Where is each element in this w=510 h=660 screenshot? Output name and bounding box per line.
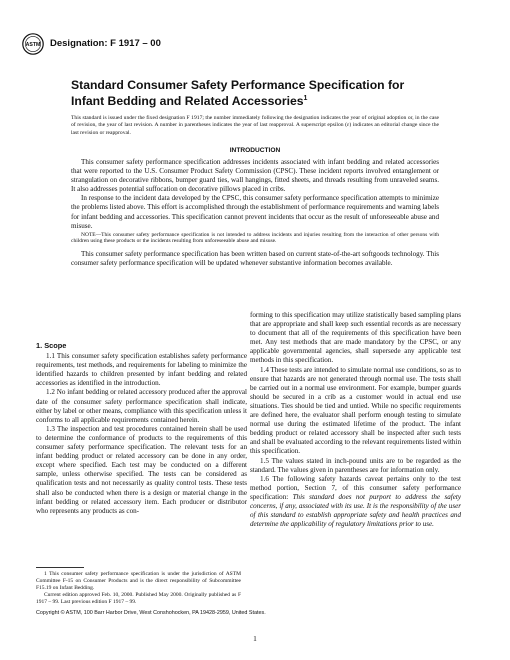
introduction-heading: INTRODUCTION [229, 147, 281, 154]
footnotes [36, 571, 241, 606]
title-line-2: Infant Bedding and Related Accessories [71, 94, 304, 109]
paragraph-1-3-continued: forming to this specification may utilize statistically based sampling plans that are appropriate and shall keep such essential records as are necessary to document that all of the requirements of this specification have been met. Any test methods that are made mandatory by the CPSC, or any applicable governmental agencies, shall supersede any applicable test methods in this specification. [250, 311, 461, 365]
intro-paragraph-1: This consumer safety performance specification addresses incidents associated with infant bedding and related accessories that were reported to the U.S. Consumer Product Safety Commission (CPSC). These incident reports involved entanglement or strangulation on decorative ribbons, bumper guard ties, wall hangings, fitted sheets, and threads resulting from unraveled seams. It also addresses potential suffocation on decorative pillows placed in cribs. [71, 158, 439, 194]
svg-text:ASTM: ASTM [25, 42, 41, 49]
paragraph-1-3: 1.3 The inspection and test procedures contained herein shall be used to determine the conformance of products to the requirements of this consumer safety performance specification. The relevant tests for an infant bedding product or related accessory can be done in any order, except where specified. Each test may be conducted on a different sample, unless otherwise specified. The tests can be considered as qualification tests and not necessarily as quality control tests. These tests shall also be conducted when there is a design or material change in the infant bedding or related accessory item. Each producer or distributor who represents any products as con- [36, 424, 247, 515]
designation: Designation: F 1917 – 00 [50, 38, 161, 49]
intro-paragraph-3: This consumer safety performance specification has been written based on current state-of-the-art softgoods technology. This consumer safety performance specification will be updated whenever substantive information becomes available. [71, 249, 439, 268]
footnote-edition: Current edition approved Feb. 10, 2000. Published May 2000. Originally published as F 1917 – 99. Last previous edition F 1917 – 99. [36, 592, 241, 605]
right-column [250, 311, 461, 529]
title-footnote-mark: 1 [303, 95, 308, 102]
astm-logo [22, 33, 44, 55]
paragraph-1-5: 1.5 The values stated in inch-pound units are to be regarded as the standard. The values given in parentheses are for information only. [250, 456, 461, 474]
section-1-heading: 1. Scope [36, 341, 67, 350]
intro-paragraph-2: In response to the incident data developed by the CPSC, this consumer safety performance specification attempts to minimize the problems listed above. This effort is accomplished through the establishment of performance requirements and warning labels for infant bedding and accessories. This specification cannot prevent incidents that occur as the result of unforeseeable abuse and misuse. [71, 194, 439, 230]
paragraph-1-4: 1.4 These tests are intended to simulate normal use conditions, so as to ensure that hazards are not generated through normal use. The tests shall be carried out in a normal use environment. For example, bumper guards should be secured in a crib as a customer would in actual end use situations. Ties should be tied and untied. While no specific requirements are defined here, the evaluator shall perform enough testing to simulate normal use during the estimated lifetime of the product. The infant bedding product or related accessory shall be inspected after such tests and shall be evaluated according to the relevant requirements listed within this specification. [250, 365, 461, 456]
title-line-1: Standard Consumer Safety Performance Specification for [71, 78, 405, 92]
introduction [71, 158, 439, 268]
intro-note: NOTE—This consumer safety performance specification is not intended to address incidents and injuries resulting from the interaction of other persons with children using these products or the incidents resulting from unforeseeable abuse and misuse. [71, 231, 439, 245]
left-column [36, 341, 247, 516]
paragraph-1-1: 1.1 This consumer safety specification establishes safety performance requirements, test methods, and requirements for labeling to minimize the identified hazards to children presented by infant bedding and related accessories as identified in the introduction. [36, 352, 247, 388]
safety-caveat: This standard does not purport to address the safety concerns, if any, associated with its use. It is the responsibility of the user of this standard to establish appropriate safety and health practices and determine the applicability of regulatory limitations prior to use. [250, 492, 461, 529]
document-title [71, 78, 441, 108]
paragraph-1-2: 1.2 No infant bedding or related accessory produced after the approval date of the consumer safety performance specification shall indicate, either by label or other means, compliance with this specification unless it conforms to all applicable requirements contained herein. [36, 388, 247, 424]
paragraph-1-6 [250, 475, 461, 530]
paragraph-1-6-text: 1.6 The following safety hazards caveat pertains only to the test method portion, Section 7, of this consumer safety performance specification: [250, 474, 461, 501]
standard-note: This standard is issued under the fixed designation F 1917; the number immediately following the designation indicates the year of original adoption or, in the case of revision, the year of last revision. A number in parentheses indicates the year of last reapproval. A superscript epsilon (ε) indicates an editorial change since the last revision or reapproval. [71, 115, 439, 136]
page-number: 1 [253, 634, 257, 643]
copyright-line: Copyright © ASTM, 100 Barr Harbor Drive, West Conshohocken, PA 19428-2959, United States. [36, 610, 266, 616]
footnote-1: 1 This consumer safety performance specification is under the jurisdiction of ASTM Committee F-15 on Consumer Products and is the direct responsibility of Subcommittee F15.19 on Infant Bedding. [36, 571, 241, 591]
footnote-divider [36, 567, 84, 568]
